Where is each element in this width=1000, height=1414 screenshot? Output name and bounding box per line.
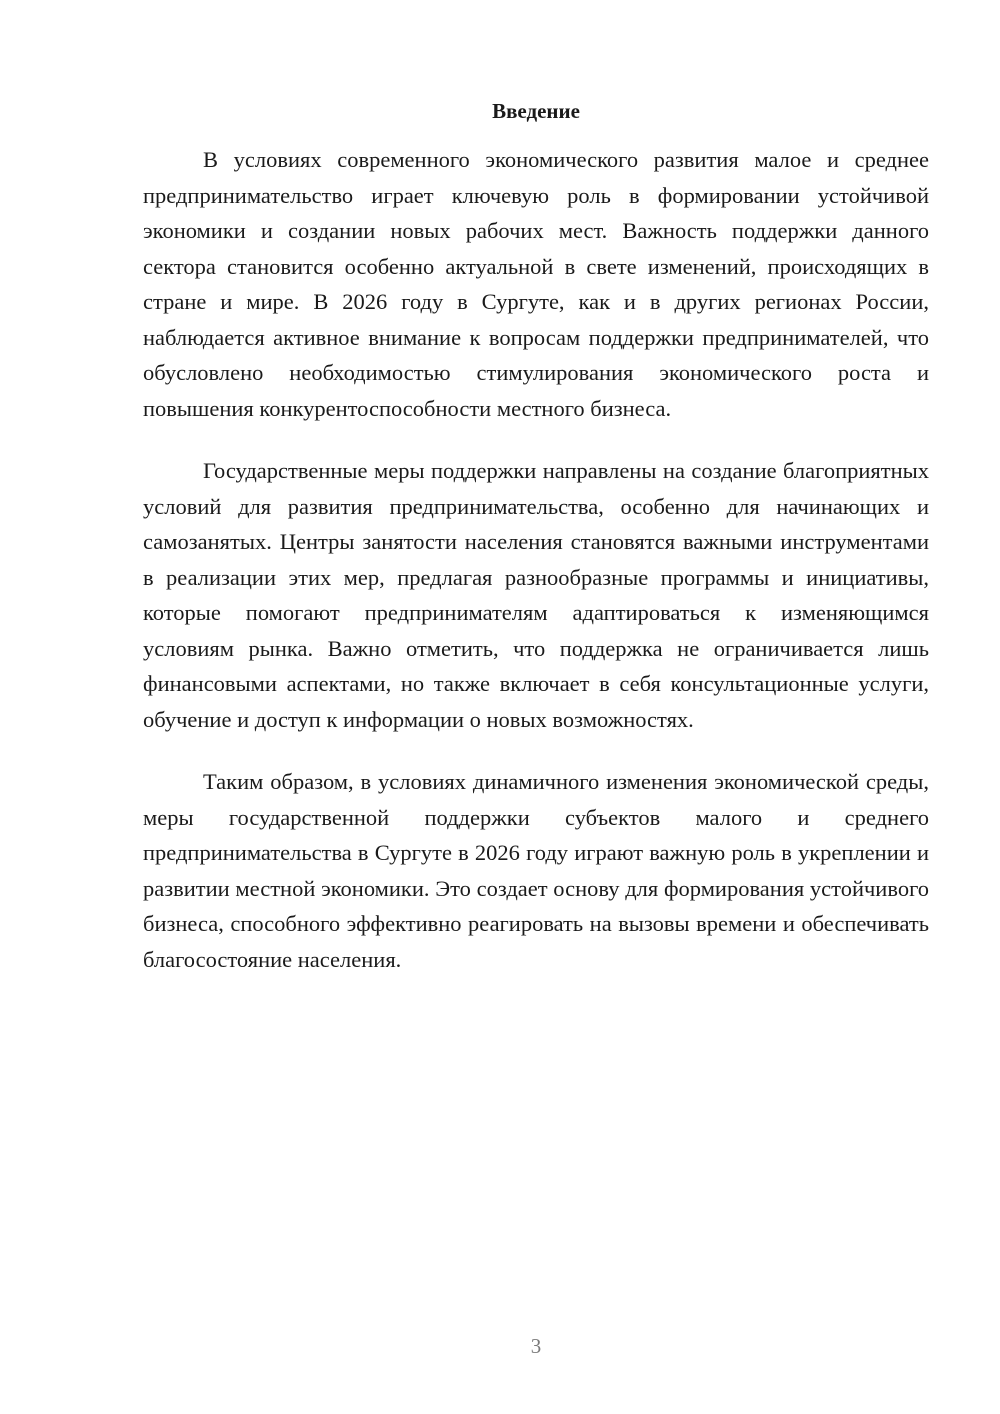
section-heading: Введение bbox=[492, 99, 580, 123]
page-number: 3 bbox=[530, 1334, 542, 1358]
paragraph-state-support: Государственные меры поддержки направлены на создание благоприятных условий для развития предпринимательства, особенно для начинающих и самозанятых. Центры занятости населения становятся важными инструментами в реализации этих мер, предлагая разнообразные программы и инициативы, которые помогают предпринимателям адаптироваться к изменяющимся условиям рынка. Важно отметить, что поддержка не ограничивается лишь финансовыми аспектами, но также включает в себя консультационные услуги, обучение и доступ к информации о новых возможностях. bbox=[143, 458, 929, 732]
paragraph-conclusion: Таким образом, в условиях динамичного изменения экономической среды, меры государственной поддержки субъектов малого и среднего предпринимательства в Сургуте в 2026 году играют важную роль в укреплении и развитии местной экономики. Это создает основу для формирования устойчивого бизнеса, способного эффективно реагировать на вызовы времени и обеспечивать благосостояние населения. bbox=[143, 769, 929, 972]
page-content bbox=[143, 95, 929, 977]
paragraph-intro: В условиях современного экономического развития малое и среднее предпринимательство играет ключевую роль в формировании устойчивой экономики и создании новых рабочих мест. Важность поддержки данного сектора становится особенно актуальной в свете изменений, происходящих в стране и мире. В 2026 году в Сургуте, как и в других регионах России, наблюдается активное внимание к вопросам поддержки предпринимателей, что обусловлено необходимостью стимулирования экономического роста и повышения конкурентоспособности местного бизнеса. bbox=[143, 147, 929, 421]
